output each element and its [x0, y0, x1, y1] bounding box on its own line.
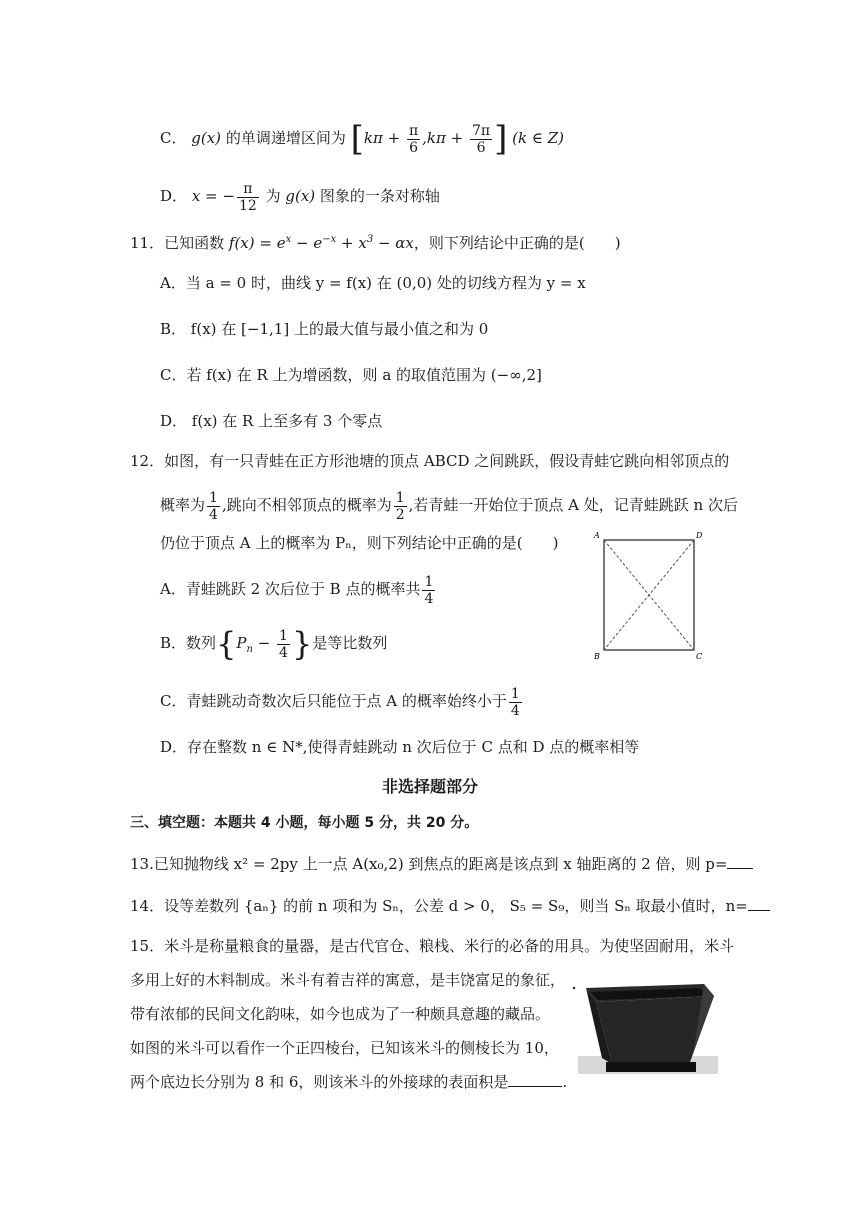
- question-text: 14．设等差数列 {aₙ} 的前 n 项和为 Sₙ，公差 d > 0， S₅ = S₉，则当 Sₙ 取最小值时，n=: [130, 897, 748, 915]
- speck: [573, 987, 575, 989]
- function-g: g(x): [191, 129, 222, 147]
- stem-text: ,跳向不相邻顶点的概率为: [221, 496, 392, 514]
- option-text: C．青蛙跳动奇数次后只能位于点 A 的概率始终小于: [160, 692, 507, 710]
- q12-option-d: D．存在整数 n ∈ N*,使得青蛙跳动 n 次后位于 C 点和 D 点的概率相等: [160, 738, 640, 756]
- option-text: 是等比数列: [312, 634, 388, 652]
- fraction-one-quarter: $\frac{1}{4}$: [209, 489, 218, 523]
- vertex-label-a: A: [594, 531, 600, 540]
- frustum-base: [606, 1062, 696, 1072]
- q12-option-b: [160, 620, 387, 666]
- vertex-label-d: D: [696, 531, 703, 540]
- square-pond-figure: [590, 528, 708, 662]
- q15-line1: 15．米斗是称量粮食的量器，是古代官仓、粮栈、米行的必备的用具。为使坚固耐用，米斗: [130, 937, 735, 955]
- fraction-one-half: $\frac{1}{2}$: [395, 489, 405, 523]
- option-text: 为: [265, 187, 281, 205]
- question-number: 12．: [130, 452, 165, 470]
- option-suffix: (k ∈ Z): [512, 129, 564, 147]
- question-number: 11．: [130, 234, 165, 252]
- answer-blank[interactable]: [748, 910, 770, 911]
- option-text: B．数列: [160, 634, 217, 652]
- q11-option-d: D． f(x) 在 R 上至多有 3 个零点: [160, 412, 383, 430]
- q15-line5: [130, 1071, 567, 1093]
- q15-line2: 多用上好的木料制成。米斗有着吉祥的寓意，是丰饶富足的象征，: [130, 971, 566, 989]
- option-text: 的单调递增区间为: [225, 129, 346, 147]
- stem-text: 如图，有一只青蛙在正方形池塘的顶点 ABCD 之间跳跃，假设青蛙它跳向相邻顶点的: [164, 452, 730, 470]
- vertex-label-c: C: [696, 652, 703, 661]
- section-title: 非选择题部分: [381, 777, 478, 796]
- q11-stem: [130, 229, 621, 254]
- fraction-one-quarter: $\frac{1}{4}$: [424, 573, 434, 607]
- q14-stem: [130, 895, 770, 917]
- q15-line4: 如图的米斗可以看作一个正四棱台，已知该米斗的侧棱长为 10，: [130, 1039, 559, 1057]
- answer-blank[interactable]: [727, 868, 753, 869]
- question-text: 13.已知抛物线 x² = 2py 上一点 A(x₀,2) 到焦点的距离是该点到 x 轴距离的 2 倍，则 p=: [130, 855, 728, 873]
- axis-expression: x = − $\frac{\pi}{12}$: [191, 180, 257, 214]
- stem-prefix: 已知函数: [164, 234, 225, 252]
- option-label: C．: [160, 129, 187, 147]
- q13-stem: [130, 853, 753, 875]
- question-text: 两个底边长分别为 8 和 6，则该米斗的外接球的表面积是: [130, 1073, 509, 1091]
- q11-option-a: A．当 a = 0 时，曲线 y = f(x) 在 (0,0) 处的切线方程为 y = x: [160, 274, 586, 292]
- section-heading: 三、填空题：本题共 4 小题，每小题 5 分，共 20 分。: [130, 815, 479, 831]
- q12-option-a: [160, 568, 437, 610]
- option-text: A．青蛙跳跃 2 次后位于 B 点的概率共: [160, 580, 421, 598]
- vertex-label-b: B: [594, 652, 600, 661]
- function-f-expression: $f(x) = e^x - e^{-x} + x^3 - \alpha x$: [228, 234, 414, 252]
- answer-blank[interactable]: [508, 1086, 562, 1087]
- frustum-front-side: [596, 996, 714, 1064]
- stem-text: 概率为: [160, 496, 206, 514]
- option-label: D．: [160, 187, 188, 205]
- q15-line3: 带有浓郁的民间文化韵味，如今也成为了一种颇具意趣的藏品。: [130, 1005, 551, 1023]
- q12-stem-line1: [130, 450, 729, 472]
- fraction-one-quarter: $\frac{1}{4}$: [510, 685, 520, 719]
- q11-option-b: B． f(x) 在 [−1,1] 上的最大值与最小值之和为 0: [160, 320, 489, 338]
- q12-stem-line2: [160, 484, 738, 526]
- q10-option-c: [160, 118, 564, 158]
- q11-option-c: C．若 f(x) 在 R 上为增函数，则 a 的取值范围为 (−∞,2]: [160, 366, 542, 384]
- option-tail: 图象的一条对称轴: [319, 187, 440, 205]
- interval-expression: [kπ + $\frac{\pi}{6}$ ,kπ + $\frac{7\pi}{6}$ ]: [350, 119, 508, 159]
- q12-stem-line3: 仍位于顶点 A 上的概率为 Pₙ，则下列结论中正确的是( ): [160, 534, 559, 552]
- function-g: g(x): [285, 187, 316, 205]
- sequence-expression: {$P_n$ − $\frac{1}{4}$ }: [216, 625, 313, 663]
- period: .: [562, 1073, 568, 1091]
- q10-option-d: [160, 176, 440, 216]
- rice-measure-figure: [568, 978, 720, 1078]
- stem-text: ,若青蛙一开始位于顶点 A 处，记青蛙跳跃 n 次后: [408, 496, 738, 514]
- stem-suffix: ，则下列结论中正确的是( ): [413, 234, 621, 252]
- q12-option-c: [160, 680, 524, 722]
